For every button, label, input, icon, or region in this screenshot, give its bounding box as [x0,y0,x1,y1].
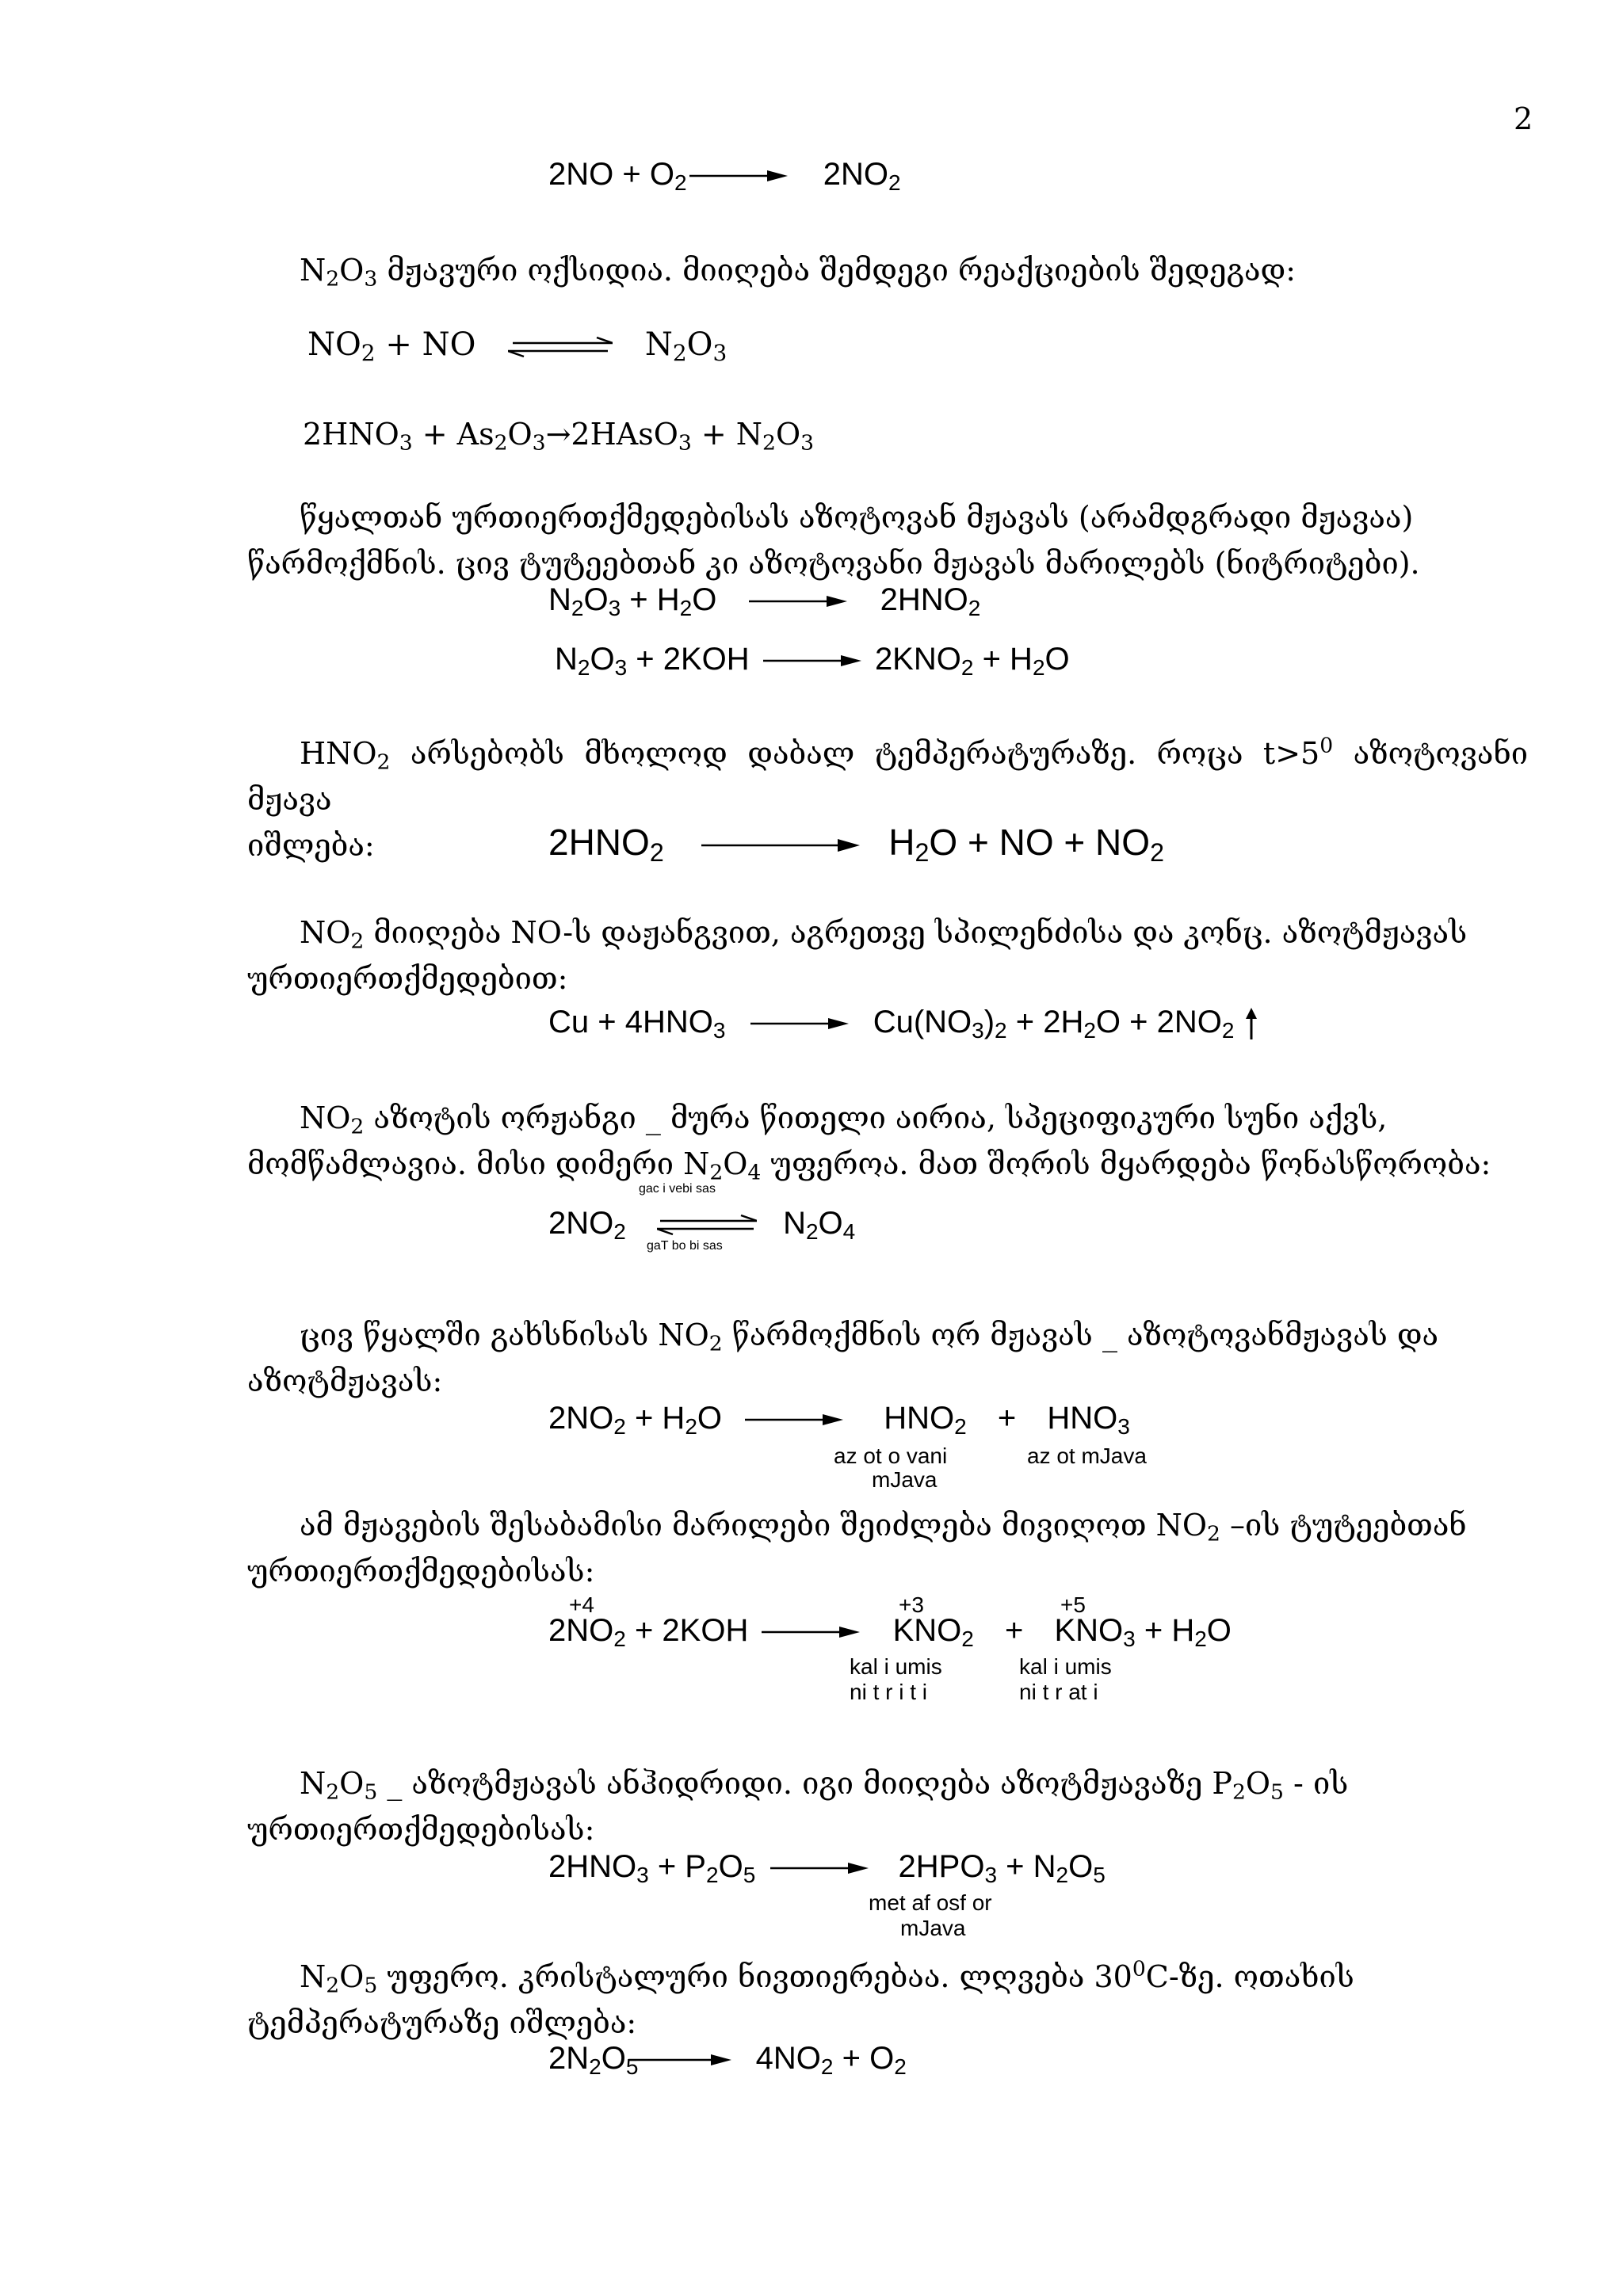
paragraph-n2o5-preparation [247,1760,1528,1852]
paragraph-no2-preparation [247,910,1528,1001]
equation-n2o3-koh [555,642,1070,680]
product-kno3-water: $KNO_3 + H_2O$ [1054,1613,1232,1651]
oxidation-state-n-kno2: +3 [899,1592,924,1617]
oxidation-state-n-kno3: +5 [1060,1592,1086,1617]
paragraph-line: აზოტმჟავას: [247,1363,443,1398]
products: $2HPO_3 + N_2O_5$ [898,1849,1106,1887]
label-nitrous-acid: az ot o vani [834,1444,948,1468]
plus-sign: + [997,1401,1017,1436]
label-acid: mJava [900,1916,966,1940]
paragraph-no2-water [247,1312,1528,1404]
product-hno3: $HNO_3$ [1047,1401,1130,1439]
paragraph-water-reaction [247,494,1528,586]
product-hno2: $HNO_2$ [884,1401,967,1439]
page-number: 2 [1514,101,1533,136]
reaction-arrow-icon [689,168,788,184]
products: $Cu(NO_3)_2 + 2H_2O + 2NO_2$ [873,1005,1235,1043]
reaction-arrow-icon [762,1624,860,1640]
paragraph-no2-properties [247,1095,1528,1187]
reaction-arrow-icon [770,1860,869,1876]
label-nitric-acid: az ot mJava [1027,1444,1147,1468]
paragraph-line: იშლება: [247,828,375,863]
label-potassium-2: kal i umis [1019,1654,1112,1679]
paragraph-line: $N_2O_5$ _ აზოტმჟავას ანჰიდრიდი. იგი მიიღება აზოტმჟავაზე $P_2O_5$ - ის [300,1766,1349,1805]
reactants: $2NO_2$ [548,1206,626,1244]
equation-hno2-decomposition [548,821,1164,868]
reactants: $2N_2O_5$ [548,2041,639,2079]
paragraph-line: ტემპერატურაზე იშლება: [247,2005,637,2040]
paragraph-n2o5-properties [247,1954,1528,2046]
label-metaphosphoric: met af osf or [869,1890,992,1915]
condition-cooling: gac i vebi sas [639,1182,716,1196]
paragraph-line: $HNO_2$ არსებობს მხოლოდ დაბალ ტემპერატურაზე. როცა $t>5^0$ აზოტოვანი მჟავა [247,733,1528,817]
equation-no2-water [548,1401,1130,1439]
reactants: $2NO_2 + H_2O$ [548,1401,723,1439]
paragraph-line: $N_2O_5$ უფერო. კრისტალური ნივთიერებაა. ლღვება $30^0C-ზე$. ოთახის [300,1956,1354,1998]
reactants: $2NO + O_2$ [548,157,687,195]
equilibrium-arrow-icon [508,336,613,358]
reactants: $Cu + 4HNO_3$ [548,1005,726,1043]
paragraph-line: ამ მჟავების შესაბამისი მარილები შეიძლება მივიღოთ $NO_2$ –ის ტუტეებთან [300,1508,1467,1547]
equation-n2o3-equilibrium [307,326,727,366]
paragraph-line: ურთიერთქმედებით: [247,961,568,996]
products: $H_2O$ + NO + $NO_2$ [888,822,1164,868]
paragraph-line: ურთიერთქმედებისას: [247,1812,595,1847]
condition-heating: gaT bo bi sas [647,1239,723,1253]
products: $N_2O_4$ [783,1206,856,1244]
paragraph-line: წყალთან ურთიერთქმედებისას აზოტოვან მჟავას (არამდგრადი მჟავაა) [300,500,1414,535]
paragraph-line: წარმოქმნის. ცივ ტუტეებთან კი აზოტოვანი მჟავას მარილებს (ნიტრიტები). [247,546,1420,581]
products: $2KNO_2 + H_2O$ [874,642,1070,680]
equation-n2o3-water [548,582,980,618]
reaction-arrow-icon [701,837,860,854]
paragraph-line: ურთიერთქმედებისას: [247,1554,595,1589]
oxidation-state-n-no2: +4 [569,1592,594,1617]
reaction-arrow-icon [745,1412,843,1428]
equation-hno3-p2o5 [548,1849,1106,1885]
product-kno2: $KNO_2$ [892,1613,974,1651]
reactants: $2NO_2 + 2KOH$ [548,1613,749,1651]
equilibrium-arrow-icon [657,1214,757,1236]
equation-no2-dimerization [548,1206,856,1244]
reactants: $NO_2$ + NO [307,326,476,366]
equation-cu-hno3 [548,1005,1258,1043]
products: $2HNO_2$ [880,582,981,620]
paragraph-line: ცივ წყალში გახსნისას $NO_2$ წარმოქმნის ორ მჟავას _ აზოტოვანმჟავას და [300,1318,1439,1356]
gas-evolution-arrow-icon [1245,1008,1258,1039]
paragraph-no2-alkali [247,1502,1528,1594]
reactants: $2HNO_2$ [548,822,664,868]
products: $4NO_2 + O_2$ [755,2041,907,2079]
reaction-arrow-icon [628,2052,731,2068]
reaction-arrow-icon [763,653,861,669]
paragraph-line: $NO_2$ აზოტის ორჟანგი _ მურა წითელი აირია, სპეციფიკური სუნი აქვს, [300,1100,1388,1139]
equation-no-oxidation [548,157,901,193]
equation-n2o5-decomposition [548,2041,907,2077]
label-nitrite: ni t r i t i [850,1680,928,1704]
products: $N_2O_3$ [644,326,727,366]
plus-sign: + [1004,1613,1024,1648]
label-potassium-1: kal i umis [850,1654,942,1679]
reactants: $N_2O_3 + 2KOH$ [555,642,750,680]
paragraph-line: $NO_2$ მიიღება NO-ს დაჟანგვით, აგრეთვე სპილენძისა და კონც. აზოტმჟავას [300,915,1468,954]
paragraph-line: $N_2O_3$ მჟავური ოქსიდია. მიიღება შემდეგი რეაქციების შედეგად: [300,253,1296,292]
equation-hno3-as2o3: $2HNO_3$ + $As_2O_3\to 2HAsO_3 + N_2O_3$ [303,417,815,456]
reactants: $2HNO_3 + P_2O_5$ [548,1849,756,1887]
reactants: $N_2O_3 + H_2O$ [548,582,717,620]
label-acid: mJava [872,1467,938,1492]
paragraph-n2o3-intro [247,247,1528,293]
reaction-arrow-icon [749,593,847,609]
paragraph-line: მომწამლავია. მისი დიმერი $N_2O_4$ უფეროა. მათ შორის მყარდება წონასწორობა: [247,1146,1491,1185]
equation-no2-koh [548,1613,1232,1649]
reaction-arrow-icon [750,1016,849,1032]
label-nitrate: ni t r at i [1019,1680,1098,1704]
products: $2NO_2$ [823,157,901,195]
